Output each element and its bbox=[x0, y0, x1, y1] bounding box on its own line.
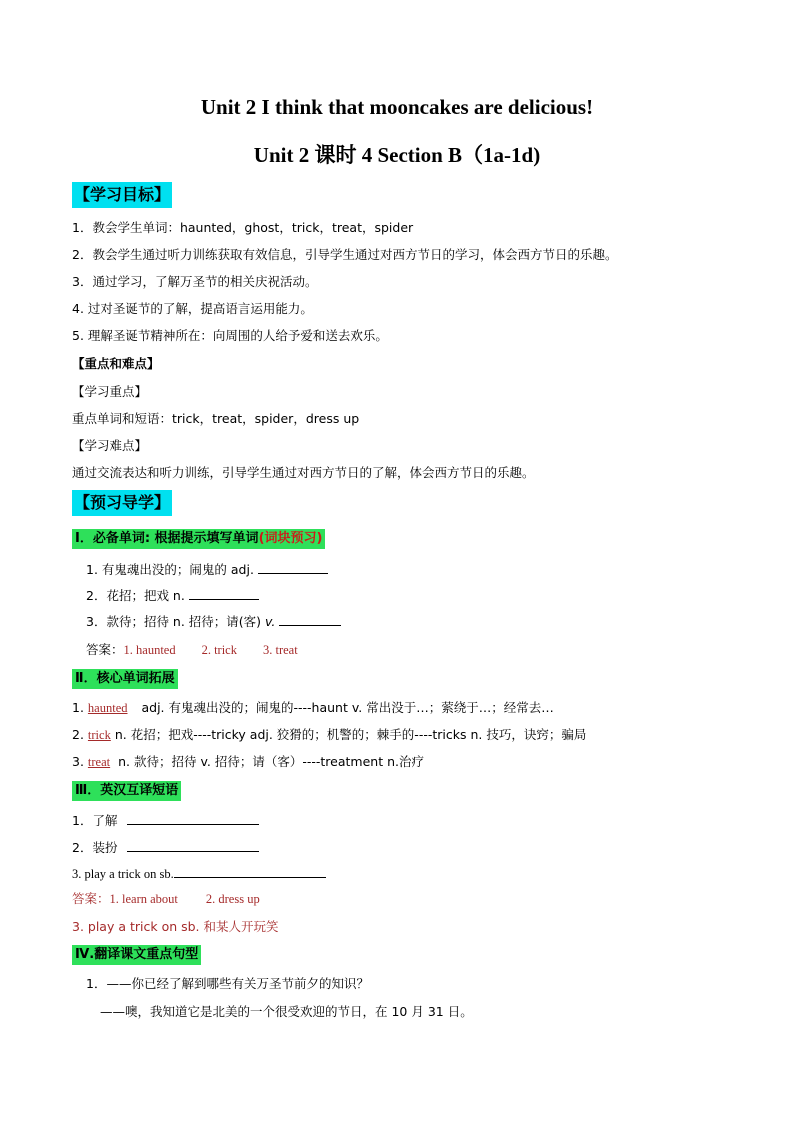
section-1-title-main: Ⅰ．必备单词: 根据提示填写单词 bbox=[75, 531, 259, 546]
vocab-question bbox=[86, 587, 259, 605]
vocab-question-pos: v. bbox=[265, 614, 276, 629]
word-expansion-item bbox=[72, 726, 586, 744]
learning-goals-header: 【学习目标】 bbox=[72, 182, 172, 208]
goal-item: 5. 理解圣诞节精神所在：向周围的人给予爱和送去欢乐。 bbox=[72, 328, 388, 343]
vocab-question-text: 3．款待；招待 n. 招待；请(客) bbox=[86, 614, 262, 629]
preview-header: 【预习导学】 bbox=[72, 490, 172, 516]
section-4-title: Ⅳ.翻译课文重点句型 bbox=[72, 945, 201, 965]
document-subtitle: Unit 2 课时 4 Section B（1a-1d) bbox=[253, 143, 541, 167]
answer-label: 答案： bbox=[72, 891, 110, 906]
key-points-title: 【学习重点】 bbox=[72, 384, 148, 399]
section-3-answers bbox=[72, 890, 260, 908]
section-1-answers bbox=[86, 641, 298, 659]
phrase-question bbox=[72, 839, 259, 857]
item-number: 2. bbox=[72, 727, 84, 742]
expansion-text: adj. 有鬼魂出没的；闹鬼的----haunt v. 常出没于…；萦绕于…；经常去… bbox=[141, 700, 554, 715]
answer-blank[interactable] bbox=[174, 865, 326, 878]
vocab-question-text: 2．花招；把戏 n. bbox=[86, 588, 185, 603]
difficulty-title: 【学习难点】 bbox=[72, 438, 148, 453]
phrase-question-text: 3. play a trick on sb. bbox=[72, 867, 174, 881]
section-3-title: Ⅲ．英汉互译短语 bbox=[72, 781, 181, 801]
answer-blank[interactable] bbox=[258, 561, 328, 574]
section-3-answer-3: 3. play a trick on sb. 和某人开玩笑 bbox=[72, 919, 279, 934]
answer-value: 2. dress up bbox=[205, 892, 260, 906]
expansion-text: n. 花招；把戏----tricky adj. 狡猾的；机警的；棘手的----tricks n. 技巧，诀窍；骗局 bbox=[114, 727, 587, 742]
answer-blank[interactable] bbox=[189, 587, 259, 600]
sentence-line: ——噢，我知道它是北美的一个很受欢迎的节日，在 10 月 31 日。 bbox=[100, 1004, 473, 1019]
vocab-question bbox=[86, 561, 328, 579]
section-2-title: Ⅱ．核心单词拓展 bbox=[72, 669, 178, 689]
answer-blank[interactable] bbox=[279, 613, 341, 626]
section-1-title-note: (词块预习) bbox=[258, 531, 323, 546]
answer-value: 3. treat bbox=[262, 643, 298, 657]
goal-item: 1．教会学生单词：haunted，ghost，trick，treat，spider bbox=[72, 220, 414, 235]
answer-value: 1. haunted bbox=[123, 643, 176, 657]
key-points-text: 重点单词和短语：trick，treat，spider，dress up bbox=[72, 411, 360, 426]
vocab-question bbox=[86, 613, 341, 631]
answer-blank[interactable] bbox=[127, 839, 259, 852]
goal-item: 2．教会学生通过听力训练获取有效信息，引导学生通过对西方节日的学习，体会西方节日的乐趣。 bbox=[72, 247, 618, 262]
phrase-question bbox=[72, 812, 259, 830]
focus-difficulty-title: 【重点和难点】 bbox=[72, 356, 160, 371]
sentence-line: 1．——你已经了解到哪些有关万圣节前夕的知识？ bbox=[86, 976, 369, 991]
item-number: 1. bbox=[72, 700, 84, 715]
document-title: Unit 2 I think that mooncakes are delicious! bbox=[200, 95, 594, 119]
expansion-word: treat bbox=[87, 755, 111, 769]
expansion-word: trick bbox=[87, 728, 111, 742]
section-1-title bbox=[72, 529, 325, 549]
answer-blank[interactable] bbox=[127, 812, 259, 825]
phrase-question bbox=[72, 865, 326, 883]
item-number: 3. bbox=[72, 754, 84, 769]
expansion-text: n. 款待；招待 v. 招待；请（客）----treatment n.治疗 bbox=[118, 754, 424, 769]
goal-item: 4. 过对圣诞节的了解，提高语言运用能力。 bbox=[72, 301, 313, 316]
answer-label: 答案： bbox=[86, 642, 124, 657]
vocab-question-text: 1. 有鬼魂出没的；闹鬼的 adj. bbox=[86, 562, 254, 577]
expansion-word: haunted bbox=[87, 701, 128, 715]
answer-value: 1. learn about bbox=[109, 892, 178, 906]
goal-item: 3．通过学习，了解万圣节的相关庆祝活动。 bbox=[72, 274, 318, 289]
phrase-question-text: 2．装扮 bbox=[72, 840, 118, 855]
phrase-question-text: 1．了解 bbox=[72, 813, 118, 828]
word-expansion-item bbox=[72, 753, 424, 771]
word-expansion-item bbox=[72, 699, 554, 717]
difficulty-text: 通过交流表达和听力训练，引导学生通过对西方节日的了解，体会西方节日的乐趣。 bbox=[72, 465, 535, 480]
answer-value: 2. trick bbox=[201, 643, 237, 657]
